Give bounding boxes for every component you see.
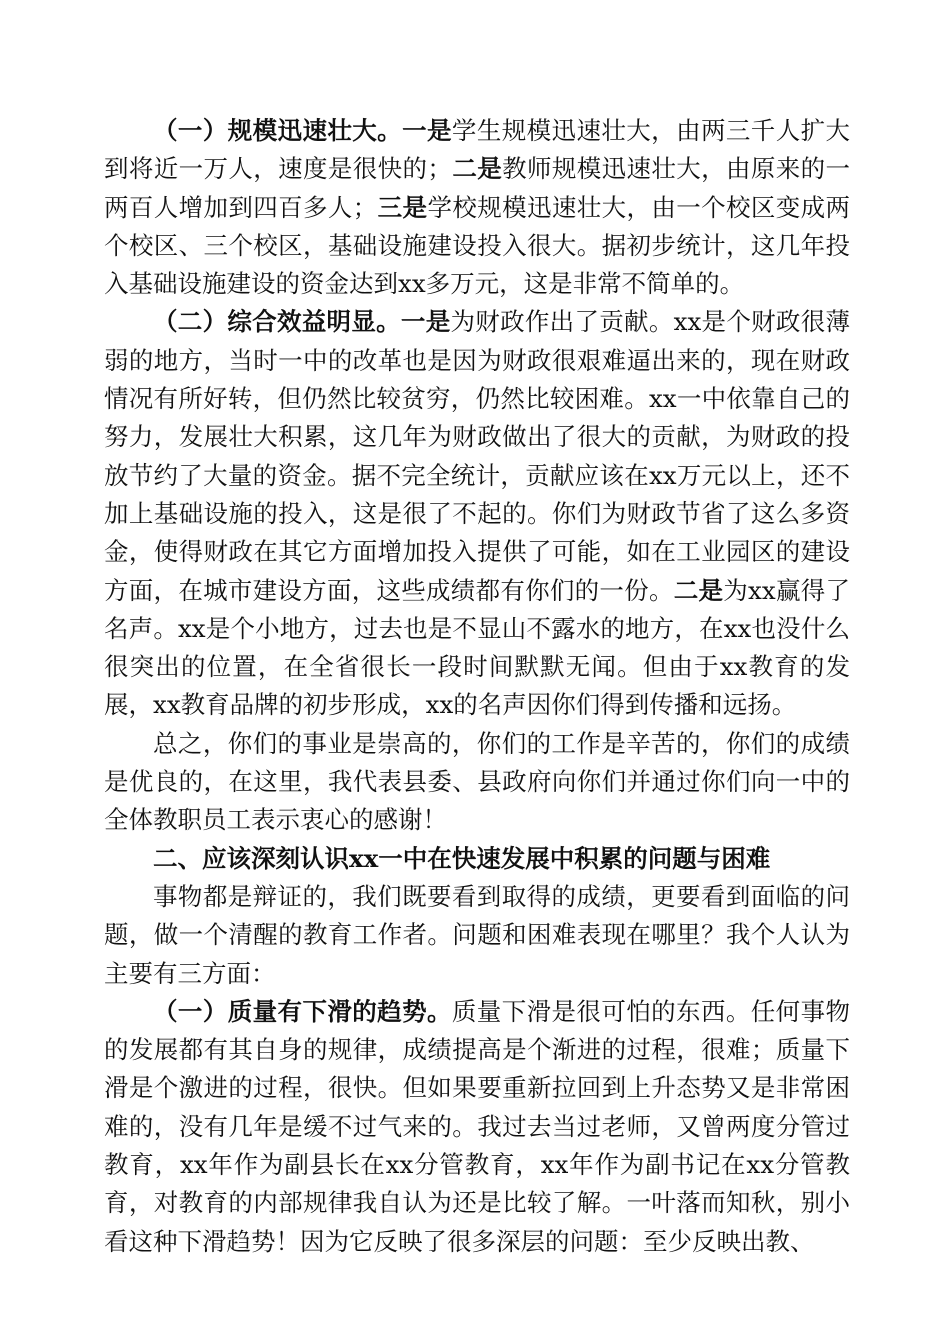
section-heading-text: 二、应该深刻认识xx一中在快速发展中积累的问题与困难 — [153, 843, 771, 873]
point-label-first: 一是 — [400, 307, 451, 337]
paragraph-text: 质量下滑是很可怕的东西。任何事物的发展都有其自身的规律，成绩提高是个渐进的过程，很难；质量下滑是个激进的过程，很快。但如果要重新拉回到上升态势又是非常困难的，没有几年是缓不过气来的。我过去当过老师，又曾两度分管过教育，xx年作为副县长在xx分管教育，xx年作为副书记在xx分管教育，对教育的内部规律我自认为还是比较了解。一叶落而知秋，别小看这种下滑趋势！因为它反映了很多深层的问题：至少反映出教、 — [104, 996, 851, 1256]
subheading-scale-growth: （一）规模迅速壮大。 — [153, 116, 403, 145]
section-heading-problems — [104, 840, 850, 878]
paragraph-text: 教师规模迅速壮大，由原来的一两百人增加到四百多人； — [104, 154, 851, 222]
point-label-second: 二是 — [451, 154, 503, 184]
paragraph-problems-intro — [104, 878, 850, 993]
paragraph-text: 为财政作出了贡献。xx是个财政很薄弱的地方，当时一中的改革也是因为财政很艰难逼出来的，现在财政情况有所好转，但仍然比较贫穷，仍然比较困难。xx一中依靠自己的努力，发展壮大积累，这几年为财政做出了很大的贡献，为财政的投放节约了大量的资金。据不完全统计，贡献应该在xx万元以上，还不加上基础设施的投入，这是很了不起的。你们为财政节省了这么多资金，使得财政在其它方面增加投入提供了可能，如在工业园区的建设方面，在城市建设方面，这些成绩都有你们的一份。 — [104, 307, 851, 605]
paragraph-text: 学生规模迅速壮大，由两三千人扩大到将近一万人，速度是很快的； — [104, 116, 851, 184]
point-label-third: 三是 — [377, 192, 428, 222]
paragraph-text: 为xx赢得了名声。xx是个小地方，过去也是不显山不露水的地方，在xx也没什么很突出的位置，在全省很长一段时间默默无闻。但由于xx教育的发展，xx教育品牌的初步形成，xx的名声因你们得到传播和远扬。 — [104, 575, 850, 720]
paragraph-text: 事物都是辩证的，我们既要看到取得的成绩，更要看到面临的问题，做一个清醒的教育工作者。问题和困难表现在哪里？我个人认为主要有三方面： — [104, 881, 850, 988]
paragraph-text: 学校规模迅速壮大，由一个校区变成两个校区、三个校区，基础设施建设投入很大。据初步统计，这几年投入基础设施建设的资金达到xx多万元，这是非常不简单的。 — [104, 192, 851, 299]
paragraph-text: 总之，你们的事业是崇高的，你们的工作是辛苦的，你们的成绩是优良的，在这里，我代表县委、县政府向你们并通过你们向一中的全体教职员工表示衷心的感谢！ — [104, 728, 850, 835]
paragraph-scale-growth — [104, 112, 850, 303]
point-label-second: 二是 — [673, 575, 724, 605]
subheading-comprehensive-benefits: （二）综合效益明显。 — [153, 307, 401, 337]
paragraph-comprehensive-benefits — [104, 303, 850, 724]
paragraph-quality-decline — [104, 993, 850, 1261]
subheading-quality-decline: （一）质量有下滑的趋势。 — [153, 996, 452, 1026]
point-label-first: 一是 — [402, 116, 452, 145]
paragraph-summary-thanks — [104, 725, 850, 840]
